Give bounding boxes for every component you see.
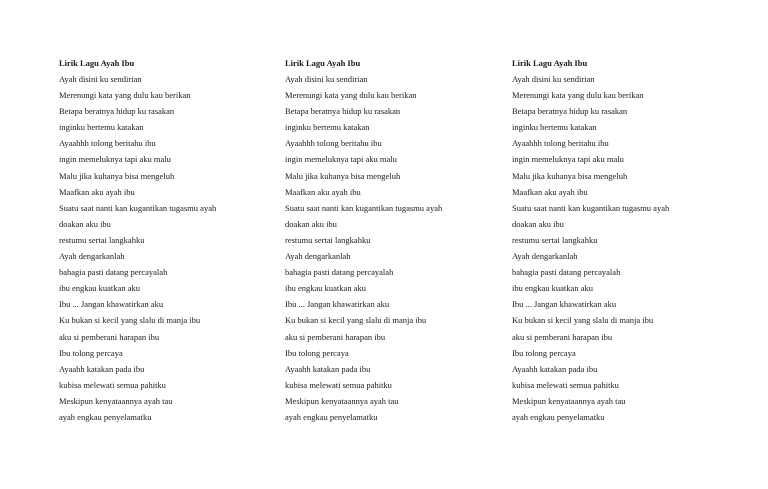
lyric-line: Betapa beratnya hidup ku rasakan (59, 106, 175, 117)
lyric-line: Ayaahh katakan pada ibu (512, 363, 598, 374)
lyric-line: doakan aku ibu (59, 218, 111, 229)
lyric-line: ibu engkau kuatkan aku (512, 283, 593, 294)
lyric-line: Meskipun kenyataannya ayah tau (512, 395, 626, 406)
lyric-line: Malu jika kuhanya bisa mengeluh (512, 170, 628, 181)
lyric-line: Maafkan aku ayah ibu (285, 186, 361, 197)
lyric-line: restumu sertai langkahku (512, 234, 598, 245)
lyric-line: Ibu ... Jangan khawatirkan aku (59, 299, 164, 310)
lyric-line: inginku bertemu katakan (285, 122, 370, 133)
lyric-line: ingin memeluknya tapi aku malu (285, 154, 397, 165)
lyric-line: Ayaahhh tolong beritahu ibu (59, 138, 156, 149)
lyric-line: kubisa melewati semua pahitku (512, 379, 619, 390)
lyric-line: Ku bukan si kecil yang slalu di manja ibu (285, 315, 427, 326)
lyric-line: Maafkan aku ayah ibu (59, 186, 135, 197)
lyric-line: restumu sertai langkahku (59, 234, 145, 245)
lyric-line: Ayah disini ku sendirian (59, 74, 142, 84)
lyric-line: bahagia pasti datang percayalah (512, 267, 621, 278)
lyric-line: ibu engkau kuatkan aku (285, 283, 366, 294)
lyric-line: Ayaahhh tolong beritahu ibu (285, 138, 382, 149)
lyric-line: inginku bertemu katakan (512, 122, 597, 133)
lyric-line: Malu jika kuhanya bisa mengeluh (285, 170, 401, 181)
lyric-line: Merenungi kata yang dulu kau berikan (285, 90, 417, 101)
lyrics-column-3 (512, 55, 732, 425)
lyrics-column-2 (285, 55, 505, 425)
lyric-line: Meskipun kenyataannya ayah tau (285, 395, 399, 406)
lyric-line: Merenungi kata yang dulu kau berikan (59, 90, 191, 101)
lyric-line: doakan aku ibu (512, 218, 564, 229)
lyric-line: Ayah dengarkanlah (285, 251, 351, 262)
lyric-line: Suatu saat nanti kan kugantikan tugasmu ayah (59, 202, 217, 213)
lyric-line: Ayaahh katakan pada ibu (285, 363, 371, 374)
lyric-line: ayah engkau penyelamatku (285, 411, 378, 422)
lyric-line: ingin memeluknya tapi aku malu (512, 154, 624, 165)
lyric-line: Suatu saat nanti kan kugantikan tugasmu ayah (285, 202, 443, 213)
lyric-line: Ku bukan si kecil yang slalu di manja ibu (512, 315, 654, 326)
lyric-line: Ku bukan si kecil yang slalu di manja ibu (59, 315, 201, 326)
lyric-line: Ibu tolong percaya (285, 347, 349, 358)
lyric-line: restumu sertai langkahku (285, 234, 371, 245)
lyric-line: Ayaahhh tolong beritahu ibu (512, 138, 609, 149)
lyrics-column-1 (59, 55, 279, 425)
lyric-line: doakan aku ibu (285, 218, 337, 229)
lyric-line: ayah engkau penyelamatku (59, 411, 152, 422)
lyric-line: Ayah dengarkanlah (512, 251, 578, 262)
lyric-line: Ayah dengarkanlah (59, 251, 125, 262)
lyric-line: Ayah disini ku sendirian (512, 74, 595, 84)
lyric-line: aku si pemberani harapan ibu (59, 331, 160, 342)
lyric-line: Ayah disini ku sendirian (285, 74, 368, 84)
lyric-line: Ibu tolong percaya (59, 347, 123, 358)
lyric-line: Ibu tolong percaya (512, 347, 576, 358)
lyric-line: Betapa beratnya hidup ku rasakan (512, 106, 628, 117)
lyrics-title: Lirik Lagu Ayah Ibu (59, 58, 135, 68)
lyric-line: inginku bertemu katakan (59, 122, 144, 133)
lyric-line: Merenungi kata yang dulu kau berikan (512, 90, 644, 101)
lyric-line: Meskipun kenyataannya ayah tau (59, 395, 173, 406)
lyric-line: ibu engkau kuatkan aku (59, 283, 140, 294)
lyric-line: Ibu ... Jangan khawatirkan aku (285, 299, 390, 310)
lyric-line: ayah engkau penyelamatku (512, 411, 605, 422)
lyric-line: Maafkan aku ayah ibu (512, 186, 588, 197)
lyric-line: Ayaahh katakan pada ibu (59, 363, 145, 374)
lyric-line: kubisa melewati semua pahitku (285, 379, 392, 390)
lyrics-title: Lirik Lagu Ayah Ibu (512, 58, 588, 68)
lyric-line: Betapa beratnya hidup ku rasakan (285, 106, 401, 117)
lyric-line: kubisa melewati semua pahitku (59, 379, 166, 390)
lyric-line: bahagia pasti datang percayalah (59, 267, 168, 278)
lyric-line: bahagia pasti datang percayalah (285, 267, 394, 278)
lyric-line: aku si pemberani harapan ibu (285, 331, 386, 342)
lyric-line: Suatu saat nanti kan kugantikan tugasmu ayah (512, 202, 670, 213)
lyric-line: aku si pemberani harapan ibu (512, 331, 613, 342)
lyric-line: ingin memeluknya tapi aku malu (59, 154, 171, 165)
lyric-line: Ibu ... Jangan khawatirkan aku (512, 299, 617, 310)
lyric-line: Malu jika kuhanya bisa mengeluh (59, 170, 175, 181)
lyrics-title: Lirik Lagu Ayah Ibu (285, 58, 361, 68)
